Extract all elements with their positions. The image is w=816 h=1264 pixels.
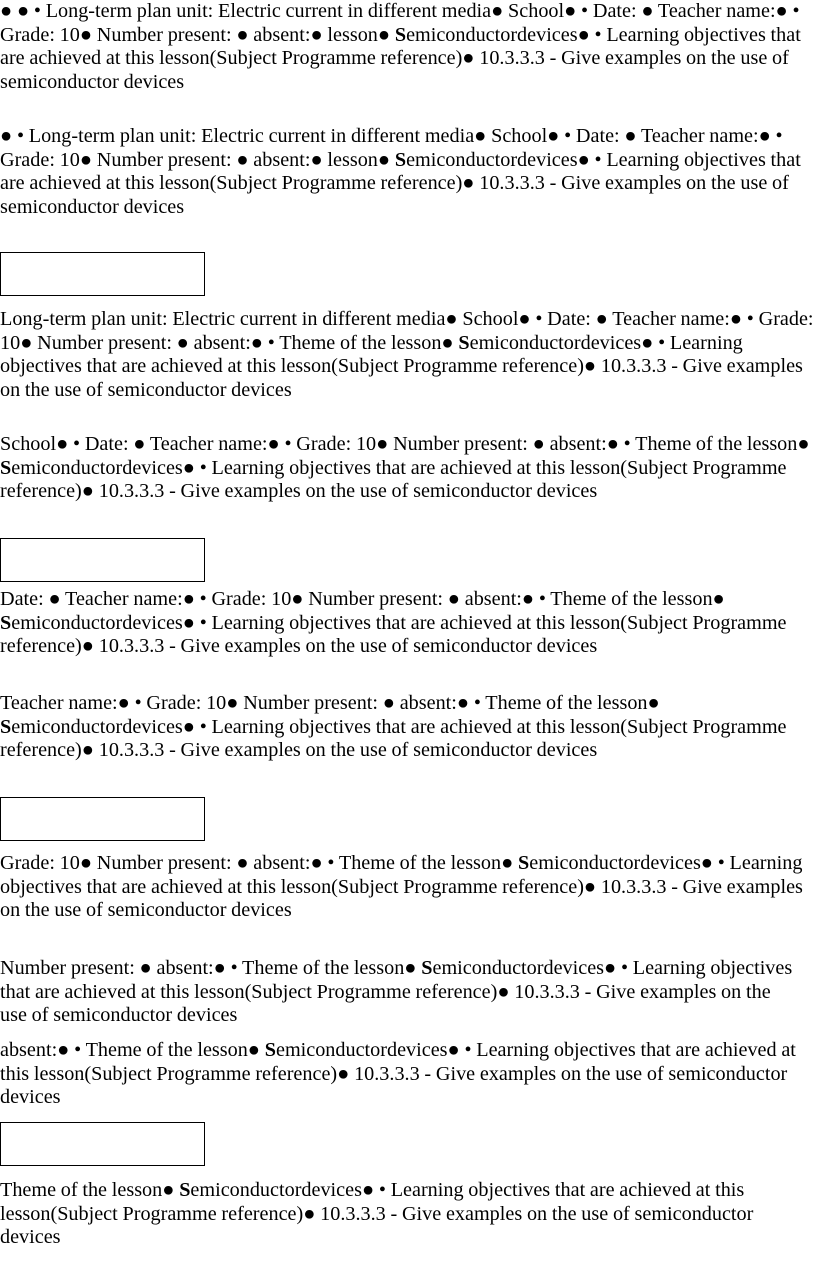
bold-initial: S [0, 611, 12, 634]
paragraph-text: emiconductordevices● • Learning objectives that are achieved at this lesson(Subject Programme reference)● 10.3.3.3 - Give examples on the use of semiconductor devices [0, 1179, 754, 1248]
lesson-plan-paragraph [0, 308, 814, 402]
paragraph-text: emiconductordevices● • Learning objectives that are achieved at this lesson(Subject Programme reference)● 10.3.3.3 - Give examples on the use of semiconductor devices [0, 23, 801, 93]
lesson-plan-paragraph [0, 0, 814, 94]
bold-initial: S [264, 1039, 276, 1061]
paragraph-text: emiconductordevices● • Learning objectives that are achieved at this lesson(Subject Programme reference)● 10.3.3.3 - Give examples on the use of semiconductor devices [0, 148, 801, 218]
paragraph-text: emiconductordevices● • Learning objectives that are achieved at this lesson(Subject Programme reference)● 10.3.3.3 - Give examples on the use of semiconductor devices [0, 456, 787, 502]
bold-initial: S [421, 957, 433, 979]
bold-initial: S [179, 1179, 191, 1201]
paragraph-text: Grade: 10● Number present: ● absent:● • Theme of the lesson● [0, 852, 519, 874]
bold-initial: S [394, 23, 407, 46]
paragraph-text: emiconductordevices● • Learning objectives that are achieved at this lesson(Subject Programme reference)● 10.3.3.3 - Give examples on the use of semiconductor devices [0, 331, 803, 401]
bold-initial: S [0, 456, 12, 479]
empty-box [0, 538, 205, 582]
lesson-plan-paragraph [0, 433, 814, 504]
empty-box [0, 1122, 205, 1166]
lesson-plan-paragraph [0, 957, 800, 1028]
paragraph-text: emiconductordevices● • Learning objectives that are achieved at this lesson(Subject Programme reference)● 10.3.3.3 - Give examples on the use of semiconductor devices [0, 852, 803, 921]
paragraph-text: Teacher name:● • Grade: 10● Number present: ● absent:● • Theme of the lesson● [0, 692, 660, 714]
empty-box [0, 252, 205, 296]
paragraph-text: emiconductordevices● • Learning objectives that are achieved at this lesson(Subject Programme reference)● 10.3.3.3 - Give examples on the use of semiconductor devices [0, 1039, 796, 1108]
paragraph-text: ● ● • Long-term plan unit: Electric current in different media● School● • Date: ● Teacher name:● • Grade: 10● Number present: ● absent:● lesson● [0, 0, 800, 46]
bold-initial: S [518, 852, 530, 874]
paragraph-text: Number present: ● absent:● • Theme of the lesson● [0, 957, 422, 979]
lesson-plan-paragraph [0, 852, 814, 923]
bold-initial: S [394, 148, 407, 171]
lesson-plan-paragraph [0, 692, 814, 763]
bold-initial: S [0, 715, 12, 738]
empty-box [0, 797, 205, 841]
lesson-plan-paragraph [0, 1179, 814, 1250]
paragraph-text: School● • Date: ● Teacher name:● • Grade: 10● Number present: ● absent:● • Theme of the lesson● [0, 433, 810, 455]
paragraph-text: emiconductordevices● • Learning objectives that are achieved at this lesson(Subject Programme reference)● 10.3.3.3 - Give examples on the use of semiconductor devices [0, 611, 787, 657]
lesson-plan-paragraph [0, 588, 814, 659]
paragraph-text: Theme of the lesson● [0, 1179, 180, 1201]
paragraph-text: emiconductordevices● • Learning objectives that are achieved at this lesson(Subject Programme reference)● 10.3.3.3 - Give examples on the use of semiconductor devices [0, 957, 793, 1026]
paragraph-text: emiconductordevices● • Learning objectives that are achieved at this lesson(Subject Programme reference)● 10.3.3.3 - Give examples on the use of semiconductor devices [0, 715, 787, 761]
lesson-plan-paragraph [0, 1039, 806, 1110]
paragraph-text: absent:● • Theme of the lesson● [0, 1039, 265, 1061]
paragraph-text: Long-term plan unit: Electric current in different media● School● • Date: ● Teacher name:● • Grade: 10● Number present: ● absent:● • Theme of the lesson● [0, 308, 814, 354]
paragraph-text: ● • Long-term plan unit: Electric current in different media● School● • Date: ● Teacher name:● • Grade: 10● Number present: ● absent:● lesson● [0, 125, 783, 171]
paragraph-text: Date: ● Teacher name:● • Grade: 10● Number present: ● absent:● • Theme of the lesson● [0, 588, 725, 610]
bold-initial: S [458, 331, 470, 354]
lesson-plan-paragraph [0, 125, 814, 219]
